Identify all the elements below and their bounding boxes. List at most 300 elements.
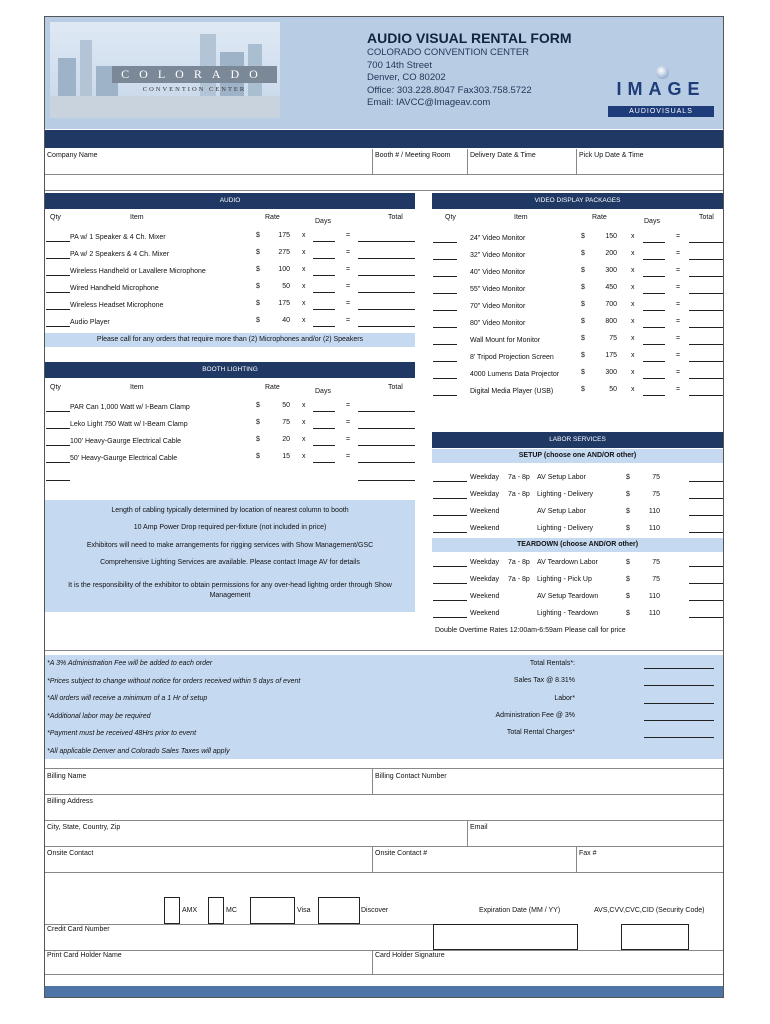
- dollar-sign: $: [626, 576, 630, 583]
- labor-day: Weekend: [470, 525, 500, 532]
- labor-total-field[interactable]: [689, 532, 723, 533]
- labor-service: AV Setup Labor: [537, 508, 586, 515]
- qty-field[interactable]: [433, 378, 457, 379]
- item-name: 32" Video Monitor: [470, 252, 526, 259]
- dollar-sign: $: [256, 419, 260, 426]
- labor-total-field[interactable]: [689, 583, 723, 584]
- qty-field[interactable]: [46, 309, 70, 310]
- lighting-note-5: It is the responsibility of the exhibitor to obtain permissions for any over-head lightng order through Show Management: [68, 582, 392, 599]
- col-total: Total: [388, 214, 403, 221]
- item-name: 40" Video Monitor: [470, 269, 526, 276]
- item-rate: 300: [605, 267, 617, 274]
- qty-field[interactable]: [46, 326, 70, 327]
- blank-qty-line: [46, 480, 70, 481]
- email-label: Email: [470, 824, 488, 831]
- labor-time: 7a - 8p: [508, 474, 530, 481]
- footer-bar: [45, 986, 723, 997]
- labor-header: LABOR SERVICES: [432, 432, 723, 448]
- total-amount-field[interactable]: [644, 720, 714, 721]
- times-sign: x: [631, 386, 635, 393]
- days-field[interactable]: [313, 326, 335, 327]
- item-name: Digital Media Player (USB): [470, 388, 554, 395]
- total-field[interactable]: [689, 259, 723, 260]
- item-rate: 20: [282, 436, 290, 443]
- equals-sign: =: [676, 335, 681, 342]
- dollar-sign: $: [581, 318, 585, 325]
- total-field[interactable]: [358, 258, 415, 259]
- term-line: *All orders will receive a minimum of a 1 Hr of setup: [47, 695, 208, 702]
- col-qty: Qty: [50, 214, 61, 221]
- booth-label: Booth # / Meeting Room: [375, 152, 451, 159]
- labor-day: Weekend: [470, 593, 500, 600]
- times-sign: x: [302, 283, 306, 290]
- qty-field[interactable]: [433, 259, 457, 260]
- equals-sign: =: [676, 250, 681, 257]
- delivery-label: Delivery Date & Time: [470, 152, 536, 159]
- dollar-sign: $: [256, 283, 260, 290]
- labor-rate: 75: [652, 576, 660, 583]
- total-field[interactable]: [689, 327, 723, 328]
- qty-field[interactable]: [46, 241, 70, 242]
- col-days: Days: [644, 218, 660, 225]
- signature-label: Card Holder Signature: [375, 952, 445, 959]
- item-rate: 50: [609, 386, 617, 393]
- venue-address: [367, 47, 532, 110]
- billing-contact-label: Billing Contact Number: [375, 773, 447, 780]
- times-sign: x: [631, 284, 635, 291]
- logo-audiovisuals-word: AUDIOVISUALS: [608, 106, 714, 117]
- days-field[interactable]: [643, 259, 665, 260]
- item-rate: 175: [605, 352, 617, 359]
- days-field[interactable]: [643, 327, 665, 328]
- audio-header: AUDIO: [45, 193, 415, 209]
- equals-sign: =: [676, 369, 681, 376]
- divider: [45, 950, 723, 951]
- visa-checkbox[interactable]: [250, 897, 295, 924]
- labor-total-field[interactable]: [689, 617, 723, 618]
- item-rate: 100: [278, 266, 290, 273]
- times-sign: x: [631, 318, 635, 325]
- total-field[interactable]: [358, 462, 415, 463]
- days-field[interactable]: [313, 309, 335, 310]
- item-name: Wall Mount for Monitor: [470, 337, 541, 344]
- qty-field[interactable]: [46, 258, 70, 259]
- days-field[interactable]: [313, 462, 335, 463]
- labor-qty-field[interactable]: [433, 617, 467, 618]
- item-name: PA w/ 1 Speaker & 4 Ch. Mixer: [70, 234, 166, 241]
- days-field[interactable]: [313, 275, 335, 276]
- item-rate: 15: [282, 453, 290, 460]
- item-rate: 200: [605, 250, 617, 257]
- total-amount-field[interactable]: [644, 685, 714, 686]
- times-sign: x: [302, 317, 306, 324]
- item-rate: 700: [605, 301, 617, 308]
- labor-rate: 110: [648, 593, 660, 600]
- times-sign: x: [631, 250, 635, 257]
- labor-qty-field[interactable]: [433, 515, 467, 516]
- equals-sign: =: [346, 266, 351, 273]
- dollar-sign: $: [581, 335, 585, 342]
- days-field[interactable]: [313, 292, 335, 293]
- divider: [372, 149, 373, 174]
- labor-service: Lighting - Teardown: [537, 610, 598, 617]
- credit-card-label: Credit Card Number: [47, 926, 110, 933]
- qty-field[interactable]: [46, 462, 70, 463]
- days-field[interactable]: [643, 310, 665, 311]
- header-divider-bar: [45, 130, 723, 148]
- dollar-sign: $: [626, 491, 630, 498]
- lighting-note-2: 10 Amp Power Drop required per-fixture (not included in price): [133, 524, 327, 531]
- total-label: Administration Fee @ 3%: [495, 711, 575, 719]
- qty-field[interactable]: [46, 445, 70, 446]
- labor-qty-field[interactable]: [433, 583, 467, 584]
- total-amount-field[interactable]: [644, 737, 714, 738]
- days-field[interactable]: [643, 361, 665, 362]
- labor-qty-field[interactable]: [433, 566, 467, 567]
- dollar-sign: $: [256, 266, 260, 273]
- logo-globe-icon: [656, 66, 669, 79]
- labor-qty-field[interactable]: [433, 498, 467, 499]
- print-name-label: Print Card Holder Name: [47, 952, 122, 959]
- labor-rate: 110: [648, 610, 660, 617]
- labor-rate: 75: [652, 474, 660, 481]
- total-label: Total Rentals*:: [529, 660, 575, 667]
- discover-label: Discover: [361, 907, 389, 914]
- labor-service: AV Teardown Labor: [537, 559, 598, 566]
- divider: [45, 872, 723, 873]
- qty-field[interactable]: [433, 242, 457, 243]
- pickup-label: Pick Up Date & Time: [579, 152, 644, 159]
- item-name: Wireless Headset Microphone: [70, 302, 164, 309]
- qty-field[interactable]: [433, 361, 457, 362]
- equals-sign: =: [676, 284, 681, 291]
- times-sign: x: [631, 267, 635, 274]
- item-name: 4000 Lumens Data Projector: [470, 371, 560, 378]
- times-sign: x: [302, 436, 306, 443]
- dollar-sign: $: [256, 249, 260, 256]
- divider: [45, 820, 723, 821]
- days-field[interactable]: [643, 395, 665, 396]
- equals-sign: =: [676, 233, 681, 240]
- times-sign: x: [631, 233, 635, 240]
- onsite-contact-label: Onsite Contact: [47, 850, 94, 857]
- days-field[interactable]: [643, 293, 665, 294]
- lighting-note-3: Exhibitors will need to make arrangements for rigging services with Show Management/GSC: [86, 542, 374, 549]
- labor-time: 7a - 8p: [508, 559, 530, 566]
- divider: [372, 950, 373, 974]
- lighting-note-1: Length of cabling typically determined by location of nearest column to booth: [111, 507, 349, 514]
- logo-image-word: IMAGE: [616, 79, 706, 99]
- labor-rate: 110: [648, 508, 660, 515]
- labor-day: Weekday: [470, 474, 500, 481]
- dollar-sign: $: [626, 559, 630, 566]
- item-name: 8' Tripod Projection Screen: [470, 354, 554, 361]
- divider: [45, 650, 723, 651]
- form-title: AUDIO VISUAL RENTAL FORM: [367, 30, 572, 46]
- dollar-sign: $: [581, 386, 585, 393]
- dollar-sign: $: [256, 317, 260, 324]
- divider: [45, 974, 723, 975]
- labor-day: Weekday: [470, 559, 500, 566]
- item-rate: 800: [605, 318, 617, 325]
- times-sign: x: [302, 419, 306, 426]
- setup-title: SETUP (choose one AND/OR other): [518, 452, 637, 459]
- total-amount-field[interactable]: [644, 668, 714, 669]
- total-label: Labor*: [554, 694, 575, 702]
- days-field[interactable]: [643, 242, 665, 243]
- item-name: 24" Video Monitor: [470, 235, 526, 242]
- expiration-field[interactable]: [433, 924, 578, 950]
- qty-field[interactable]: [433, 293, 457, 294]
- times-sign: x: [302, 232, 306, 239]
- total-field[interactable]: [358, 411, 415, 412]
- dollar-sign: $: [256, 402, 260, 409]
- divider: [467, 820, 468, 846]
- total-field[interactable]: [689, 310, 723, 311]
- labor-qty-field[interactable]: [433, 532, 467, 533]
- total-field[interactable]: [689, 395, 723, 396]
- qty-field[interactable]: [433, 276, 457, 277]
- qty-field[interactable]: [46, 428, 70, 429]
- city: Denver, CO 80202: [367, 72, 446, 83]
- audio-note: Please call for any orders that require more than (2) Microphones and/or (2) Speakers: [96, 336, 364, 343]
- col-rate: Rate: [265, 214, 280, 221]
- divider: [467, 149, 468, 174]
- qty-field[interactable]: [46, 292, 70, 293]
- total-field[interactable]: [689, 293, 723, 294]
- equals-sign: =: [346, 436, 351, 443]
- labor-total-field[interactable]: [689, 515, 723, 516]
- terms-band: [45, 655, 723, 759]
- term-line: *Additional labor may be required: [47, 712, 151, 720]
- mc-label: MC: [226, 907, 237, 914]
- item-name: Wireless Handheld or Lavallere Microphone: [70, 268, 206, 275]
- total-field[interactable]: [358, 275, 415, 276]
- visa-label: Visa: [297, 907, 311, 914]
- qty-field[interactable]: [46, 275, 70, 276]
- blank-total-line: [358, 480, 415, 481]
- amx-checkbox[interactable]: [164, 897, 180, 924]
- labor-total-field[interactable]: [689, 566, 723, 567]
- equals-sign: =: [346, 300, 351, 307]
- lighting-note-4: Comprehensive Lighting Services are available. Please contact Image AV for details: [100, 559, 360, 566]
- dollar-sign: $: [581, 250, 585, 257]
- dollar-sign: $: [581, 267, 585, 274]
- times-sign: x: [631, 301, 635, 308]
- divider: [372, 768, 373, 794]
- days-field[interactable]: [313, 411, 335, 412]
- divider: [45, 768, 723, 769]
- days-field[interactable]: [313, 445, 335, 446]
- dollar-sign: $: [581, 284, 585, 291]
- labor-day: Weekend: [470, 508, 500, 515]
- labor-time: 7a - 8p: [508, 576, 530, 583]
- item-rate: 40: [282, 317, 290, 324]
- labor-day: Weekend: [470, 610, 500, 617]
- teardown-title: TEARDOWN (choose AND/OR other): [516, 541, 639, 548]
- item-rate: 175: [278, 300, 290, 307]
- security-code-label: AVS,CVV,CVC,CID (Security Code): [594, 907, 705, 914]
- total-field[interactable]: [358, 445, 415, 446]
- company-name-label: Company Name: [47, 152, 98, 159]
- amx-label: AMX: [182, 907, 198, 914]
- mc-checkbox[interactable]: [208, 897, 224, 924]
- dollar-sign: $: [581, 352, 585, 359]
- total-field[interactable]: [689, 344, 723, 345]
- times-sign: x: [302, 453, 306, 460]
- col-total: Total: [388, 384, 403, 391]
- item-name: Leko Light 750 Watt w/ I-Beam Clamp: [70, 421, 188, 428]
- times-sign: x: [631, 369, 635, 376]
- total-field[interactable]: [358, 326, 415, 327]
- expiration-label: Expiration Date (MM / YY): [479, 907, 561, 914]
- email: Email: IAVCC@Imageav.com: [367, 97, 491, 108]
- qty-field[interactable]: [433, 395, 457, 396]
- total-field[interactable]: [689, 378, 723, 379]
- equals-sign: =: [346, 317, 351, 324]
- days-field[interactable]: [313, 428, 335, 429]
- item-name: 100' Heavy-Gaurge Electrical Cable: [70, 438, 182, 445]
- days-field[interactable]: [643, 344, 665, 345]
- equals-sign: =: [676, 267, 681, 274]
- overtime-note: Double Overtime Rates 12:00am-6:59am Please call for price: [435, 627, 626, 634]
- item-name: 50' Heavy-Gaurge Electrical Cable: [70, 455, 178, 462]
- item-rate: 175: [278, 232, 290, 239]
- dollar-sign: $: [256, 300, 260, 307]
- labor-rate: 110: [648, 525, 660, 532]
- item-name: Audio Player: [70, 319, 110, 326]
- times-sign: x: [302, 249, 306, 256]
- total-field[interactable]: [358, 241, 415, 242]
- venue-name: COLORADO CONVENTION CENTER: [367, 47, 530, 58]
- dollar-sign: $: [256, 453, 260, 460]
- item-rate: 275: [278, 249, 290, 256]
- total-field[interactable]: [689, 361, 723, 362]
- total-field[interactable]: [358, 309, 415, 310]
- times-sign: x: [302, 300, 306, 307]
- divider: [45, 924, 433, 925]
- total-field[interactable]: [358, 292, 415, 293]
- labor-service: Lighting - Delivery: [537, 491, 594, 498]
- col-total: Total: [699, 214, 714, 221]
- col-rate: Rate: [592, 214, 607, 221]
- labor-rate: 75: [652, 559, 660, 566]
- days-field[interactable]: [313, 241, 335, 242]
- item-rate: 450: [605, 284, 617, 291]
- colorado-logo: COLORADO: [112, 66, 277, 83]
- days-field[interactable]: [313, 258, 335, 259]
- equals-sign: =: [346, 232, 351, 239]
- total-label: Total Rental Charges*: [506, 729, 575, 737]
- dollar-sign: $: [626, 508, 630, 515]
- labor-service: AV Setup Teardown: [537, 593, 599, 600]
- dollar-sign: $: [256, 436, 260, 443]
- labor-day: Weekday: [470, 576, 500, 583]
- equals-sign: =: [346, 402, 351, 409]
- col-item: Item: [514, 214, 528, 221]
- total-amount-field[interactable]: [644, 703, 714, 704]
- term-line: *A 3% Administration Fee will be added to each order: [47, 660, 213, 667]
- onsite-number-label: Onsite Contact #: [375, 850, 428, 857]
- labor-total-field[interactable]: [689, 481, 723, 482]
- video-header: VIDEO DISPLAY PACKAGES: [432, 193, 723, 209]
- booth-lighting-header: BOOTH LIGHTING: [45, 362, 415, 378]
- divider: [372, 846, 373, 872]
- labor-total-field[interactable]: [689, 600, 723, 601]
- col-qty: Qty: [50, 384, 61, 391]
- labor-total-field[interactable]: [689, 498, 723, 499]
- times-sign: x: [302, 266, 306, 273]
- dollar-sign: $: [256, 232, 260, 239]
- total-field[interactable]: [358, 428, 415, 429]
- item-rate: 50: [282, 402, 290, 409]
- col-item: Item: [130, 384, 144, 391]
- equals-sign: =: [346, 283, 351, 290]
- qty-field[interactable]: [46, 411, 70, 412]
- item-rate: 300: [605, 369, 617, 376]
- dollar-sign: $: [626, 593, 630, 600]
- equals-sign: =: [346, 419, 351, 426]
- total-field[interactable]: [689, 276, 723, 277]
- total-field[interactable]: [689, 242, 723, 243]
- dollar-sign: $: [626, 474, 630, 481]
- item-name: 80" Video Monitor: [470, 320, 526, 327]
- dollar-sign: $: [581, 233, 585, 240]
- billing-name-label: Billing Name: [47, 773, 87, 780]
- qty-field[interactable]: [433, 327, 457, 328]
- discover-checkbox[interactable]: [318, 897, 360, 924]
- divider: [576, 846, 577, 872]
- qty-field[interactable]: [433, 344, 457, 345]
- term-line: *All applicable Denver and Colorado Sales Taxes will apply: [47, 747, 230, 755]
- labor-day: Weekday: [470, 491, 500, 498]
- item-name: 55" Video Monitor: [470, 286, 526, 293]
- labor-service: AV Setup Labor: [537, 474, 586, 481]
- col-rate: Rate: [265, 384, 280, 391]
- labor-qty-field[interactable]: [433, 600, 467, 601]
- item-rate: 150: [605, 233, 617, 240]
- times-sign: x: [631, 352, 635, 359]
- times-sign: x: [631, 335, 635, 342]
- convention-center-wordmark: CONVENTION CENTER: [142, 86, 247, 93]
- col-days: Days: [315, 218, 331, 225]
- total-label: Sales Tax @ 8.31%: [513, 677, 575, 685]
- term-line: *Prices subject to change without notice for orders received within 5 days of event: [47, 677, 301, 685]
- equals-sign: =: [676, 352, 681, 359]
- days-field[interactable]: [643, 378, 665, 379]
- fax-label: Fax #: [579, 850, 597, 857]
- equals-sign: =: [346, 453, 351, 460]
- item-name: 70" Video Monitor: [470, 303, 526, 310]
- security-code-field[interactable]: [621, 924, 689, 950]
- dollar-sign: $: [626, 610, 630, 617]
- col-qty: Qty: [445, 214, 456, 221]
- image-audiovisuals-logo: [608, 66, 714, 120]
- dollar-sign: $: [581, 369, 585, 376]
- qty-field[interactable]: [433, 310, 457, 311]
- days-field[interactable]: [643, 276, 665, 277]
- divider: [45, 846, 723, 847]
- labor-service: Lighting - Delivery: [537, 525, 594, 532]
- labor-service: Lighting - Pick Up: [537, 576, 592, 583]
- equals-sign: =: [346, 249, 351, 256]
- divider: [576, 149, 577, 174]
- labor-qty-field[interactable]: [433, 481, 467, 482]
- dollar-sign: $: [626, 525, 630, 532]
- phone: Office: 303.228.8047 Fax303.758.5722: [367, 84, 532, 96]
- item-name: PAR Can 1,000 Watt w/ I-Beam Clamp: [70, 404, 190, 411]
- item-name: Wired Handheld Microphone: [70, 285, 159, 292]
